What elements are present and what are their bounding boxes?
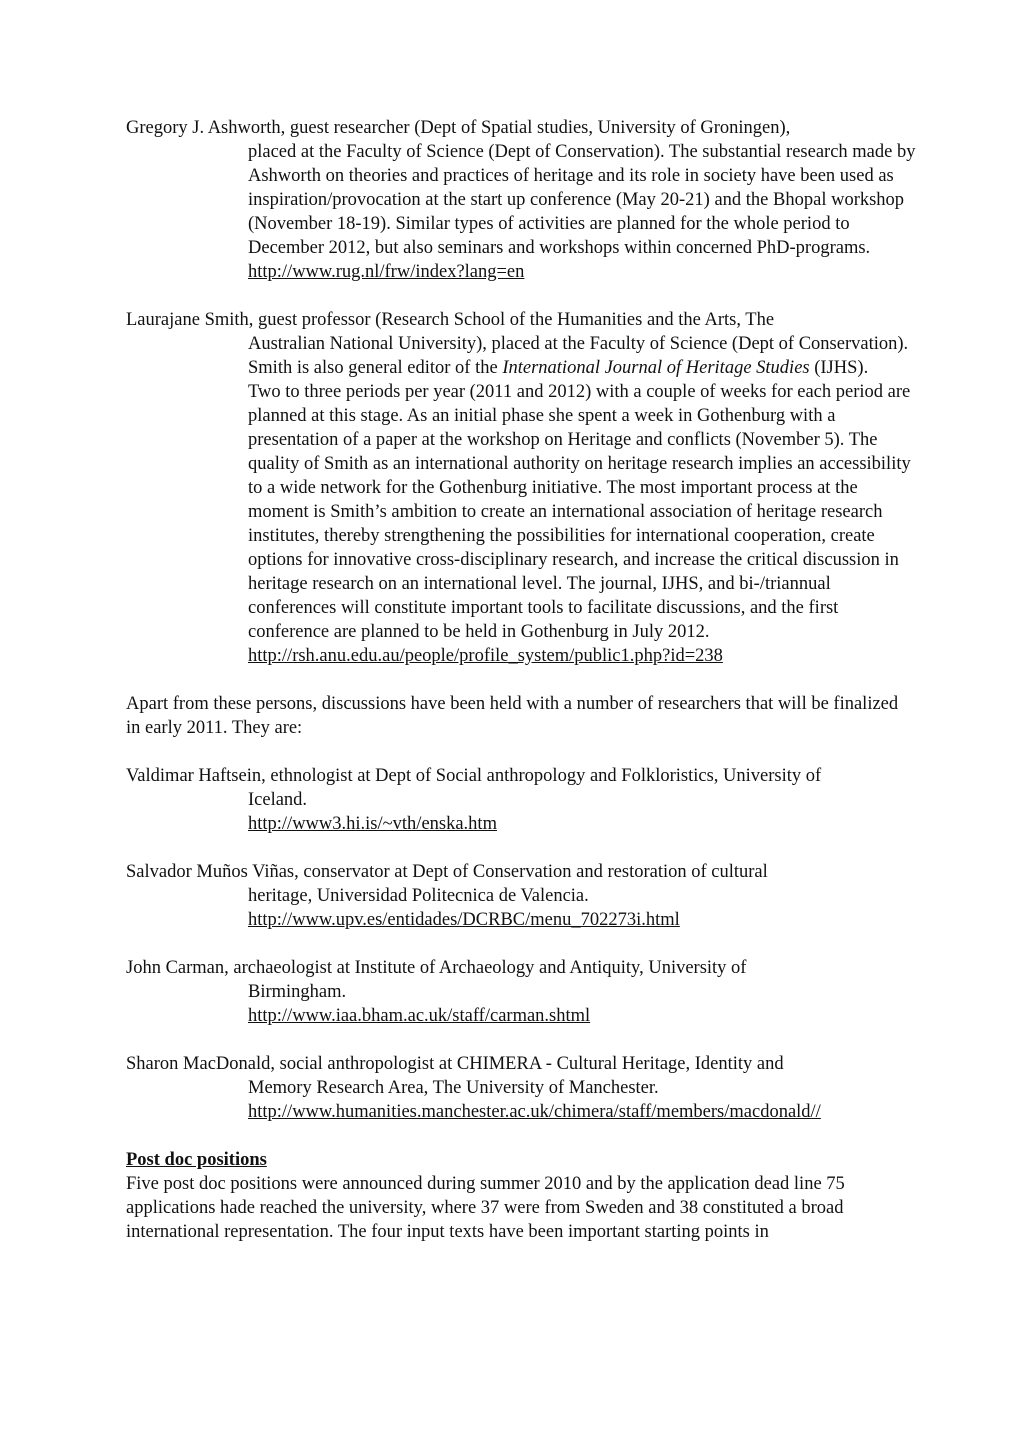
entry-lead: Gregory J. Ashworth, guest researcher (Dept of Spatial studies, University of Groningen), [126,118,791,138]
entry-link[interactable]: http://rsh.anu.edu.au/people/profile_system/public1.php?id=238 [248,646,723,666]
entry-paragraph: Two to three periods per year (2011 and 2012) with a couple of weeks for each period are planned at this stage. As an initial phase she spent a week in Gothenburg with a presentation of a paper at the workshop on Heritage and conflicts (November 5). The quality of Smith as an international authority on heritage research implies an accessibility to a wide network for the Gothenburg initiative. The most important process at the moment is Smith’s ambition to create an international association of heritage research institutes, thereby strengthening the possibilities for international cooperation, create options for innovative cross-disciplinary research, and increase the critical discussion in heritage research on an international level. The journal, IJHS, and bi-/triannual conferences will constitute important tools to facilitate discussions, and the first conference are planned to be held in Gothenburg in July 2012. [248,382,911,642]
entry-ashworth [126,116,916,284]
researcher-link[interactable]: http://www.iaa.bham.ac.uk/staff/carman.shtml [248,1006,591,1026]
researcher-link[interactable]: http://www.upv.es/entidades/DCRBC/menu_702273i.html [248,910,680,930]
entry-smith [126,308,916,668]
researcher-text: Memory Research Area, The University of Manchester. [248,1078,659,1098]
researcher-text: Birmingham. [248,982,347,1002]
researcher-macdonald [126,1052,916,1124]
researcher-body [126,1076,916,1124]
document-page [126,116,916,1244]
entry-text [248,332,916,380]
researcher-lead: Salvador Muños Viñas, conservator at Dept of Conservation and restoration of cultural [126,862,768,882]
researcher-link[interactable]: http://www3.hi.is/~vth/enska.htm [248,814,497,834]
entry-text: placed at the Faculty of Science (Dept of Conservation). The substantial research made by Ashworth on theories and practices of heritage and its role in society have been used as inspiration/provocation at the start up conference (May 20-21) and the Bhopal workshop (November 18-19). Similar types of activities are planned for the whole period to December 2012, but also seminars and workshops within concerned PhD-programs. [248,142,916,258]
entry-text-a: Australian National University), placed at the Faculty of Science (Dept of Conservation). Smith is also general editor of the [248,334,909,378]
entry-link[interactable]: http://www.rug.nl/frw/index?lang=en [248,262,525,282]
intro-paragraph: Apart from these persons, discussions have been held with a number of researchers that will be finalized in early 2011. They are: [126,694,899,738]
section-heading: Post doc positions [126,1150,267,1170]
post-doc-section [126,1148,916,1244]
researcher-text: Iceland. [248,790,308,810]
researcher-body [126,788,916,836]
researcher-body [126,884,916,932]
researcher-text: heritage, Universidad Politecnica de Valencia. [248,886,589,906]
researcher-haftsein [126,764,916,836]
entry-body [126,332,916,668]
entry-text-b: (IJHS). [814,358,869,378]
researcher-vinas [126,860,916,932]
researcher-lead: Valdimar Haftsein, ethnologist at Dept of Social anthropology and Folkloristics, University of [126,766,822,786]
entry-body [126,140,916,284]
journal-title: International Journal of Heritage Studies [502,358,810,378]
researcher-lead: John Carman, archaeologist at Institute of Archaeology and Antiquity, University of [126,958,747,978]
section-text: Five post doc positions were announced during summer 2010 and by the application dead line 75 applications hade reached the university, where 37 were from Sweden and 38 constituted a broad international representation. The four input texts have been important starting points in [126,1174,845,1242]
researcher-lead: Sharon MacDonald, social anthropologist at CHIMERA - Cultural Heritage, Identity and [126,1054,784,1074]
entry-lead: Laurajane Smith, guest professor (Research School of the Humanities and the Arts, The [126,310,775,330]
researcher-link[interactable]: http://www.humanities.manchester.ac.uk/chimera/staff/members/macdonald// [248,1102,821,1122]
researcher-body [126,980,916,1028]
researcher-carman [126,956,916,1028]
